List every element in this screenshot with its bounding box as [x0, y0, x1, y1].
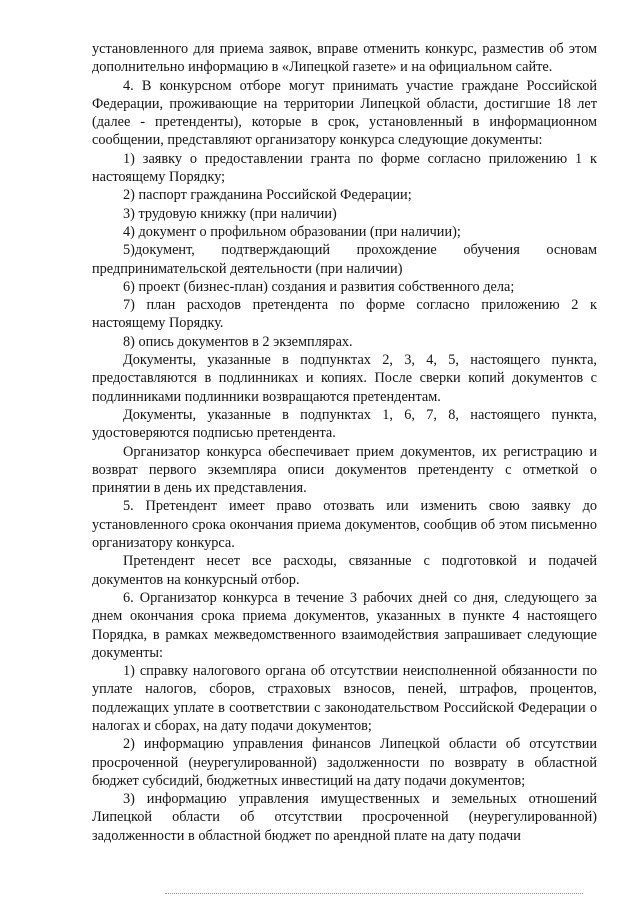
paragraph-continuation: установленного для приема заявок, вправе отменить конкурс, разместив об этом дополнительно информацию в «Липецкой газете» и на официальном сайте. — [92, 41, 597, 76]
list-item-4-8: 8) опись документов в 2 экземплярах. — [123, 333, 353, 350]
paragraph-item-4: 4. В конкурсном отборе могут принимать участие граждане Российской Федерации, проживающие на территории Липецкой области, достигшие 18 лет (далее - претенденты), которые в срок, установленный в информационном сообщении, представляют организатору конкурса следующие документы: — [92, 77, 597, 149]
list-item-6-3: 3) информацию управления имущественных и земельных отношений Липецкой области об отсутствии просроченной (неурегулированной) задолженности в областной бюджет по арендной плате на дату подачи — [92, 791, 597, 844]
paragraph-originals-copies: Документы, указанные в подпунктах 2, 3, 4, 5, настоящего пункта, предоставляются в подлинниках и копиях. После сверки копий документов с подлинниками подлинники возвращаются претендентам. — [92, 352, 597, 405]
list-item-6-2: 2) информацию управления финансов Липецкой области об отсутствии просроченной (неурегулированной) задолженности по возврату в областной бюджет субсидий, бюджетных инвестиций на дату подачи документов; — [92, 736, 597, 789]
paragraph-expenses: Претендент несет все расходы, связанные с подготовкой и подачей документов на конкурсный отбор. — [92, 553, 597, 588]
list-item-4-2: 2) паспорт гражданина Российской Федерации; — [123, 187, 412, 204]
paragraph-item-5: 5. Претендент имеет право отозвать или изменить свою заявку до установленного срока окончания приема документов, сообщив об этом письменно организатору конкурса. — [92, 498, 597, 552]
list-item-4-5: 5)документ, подтверждающий прохождение обучения основам предпринимательской деятельности (при наличии) — [92, 242, 597, 277]
list-item-4-7: 7) план расходов претендента по форме согласно приложению 2 к настоящему Порядку. — [92, 297, 597, 332]
list-item-4-3: 3) трудовую книжку (при наличии) — [123, 205, 337, 222]
paragraph-signature: Документы, указанные в подпунктах 1, 6, 7, 8, настоящего пункта, удостоверяются подписью претендента. — [92, 406, 597, 442]
list-item-4-1: 1) заявку о предоставлении гранта по форме согласно приложению 1 к настоящему Порядку; — [92, 150, 597, 186]
document-page — [92, 40, 597, 845]
paragraph-registration: Организатор конкурса обеспечивает прием документов, их регистрацию и возврат первого экземпляра описи документов претенденту с отметкой о принятии в день их представления. — [92, 443, 597, 497]
page-bottom-divider — [165, 893, 583, 894]
list-item-4-6: 6) проект (бизнес-план) создания и развития собственного дела; — [123, 278, 515, 295]
paragraph-item-6: 6. Организатор конкурса в течение 3 рабочих дней со дня, следующего за днем окончания срока приема документов, указанных в пункте 4 настоящего Порядка, в рамках межведомственного взаимодействия запрашивает следующие документы: — [92, 589, 597, 661]
list-item-6-1: 1) справку налогового органа об отсутствии неисполненной обязанности по уплате налогов, сборов, страховых взносов, пеней, штрафов, процентов, подлежащих уплате в соответствии с законодательством Российской Федерации о налогах и сборах, на дату подачи документов; — [92, 663, 597, 734]
list-item-4-4: 4) документ о профильном образовании (при наличии); — [123, 223, 461, 240]
